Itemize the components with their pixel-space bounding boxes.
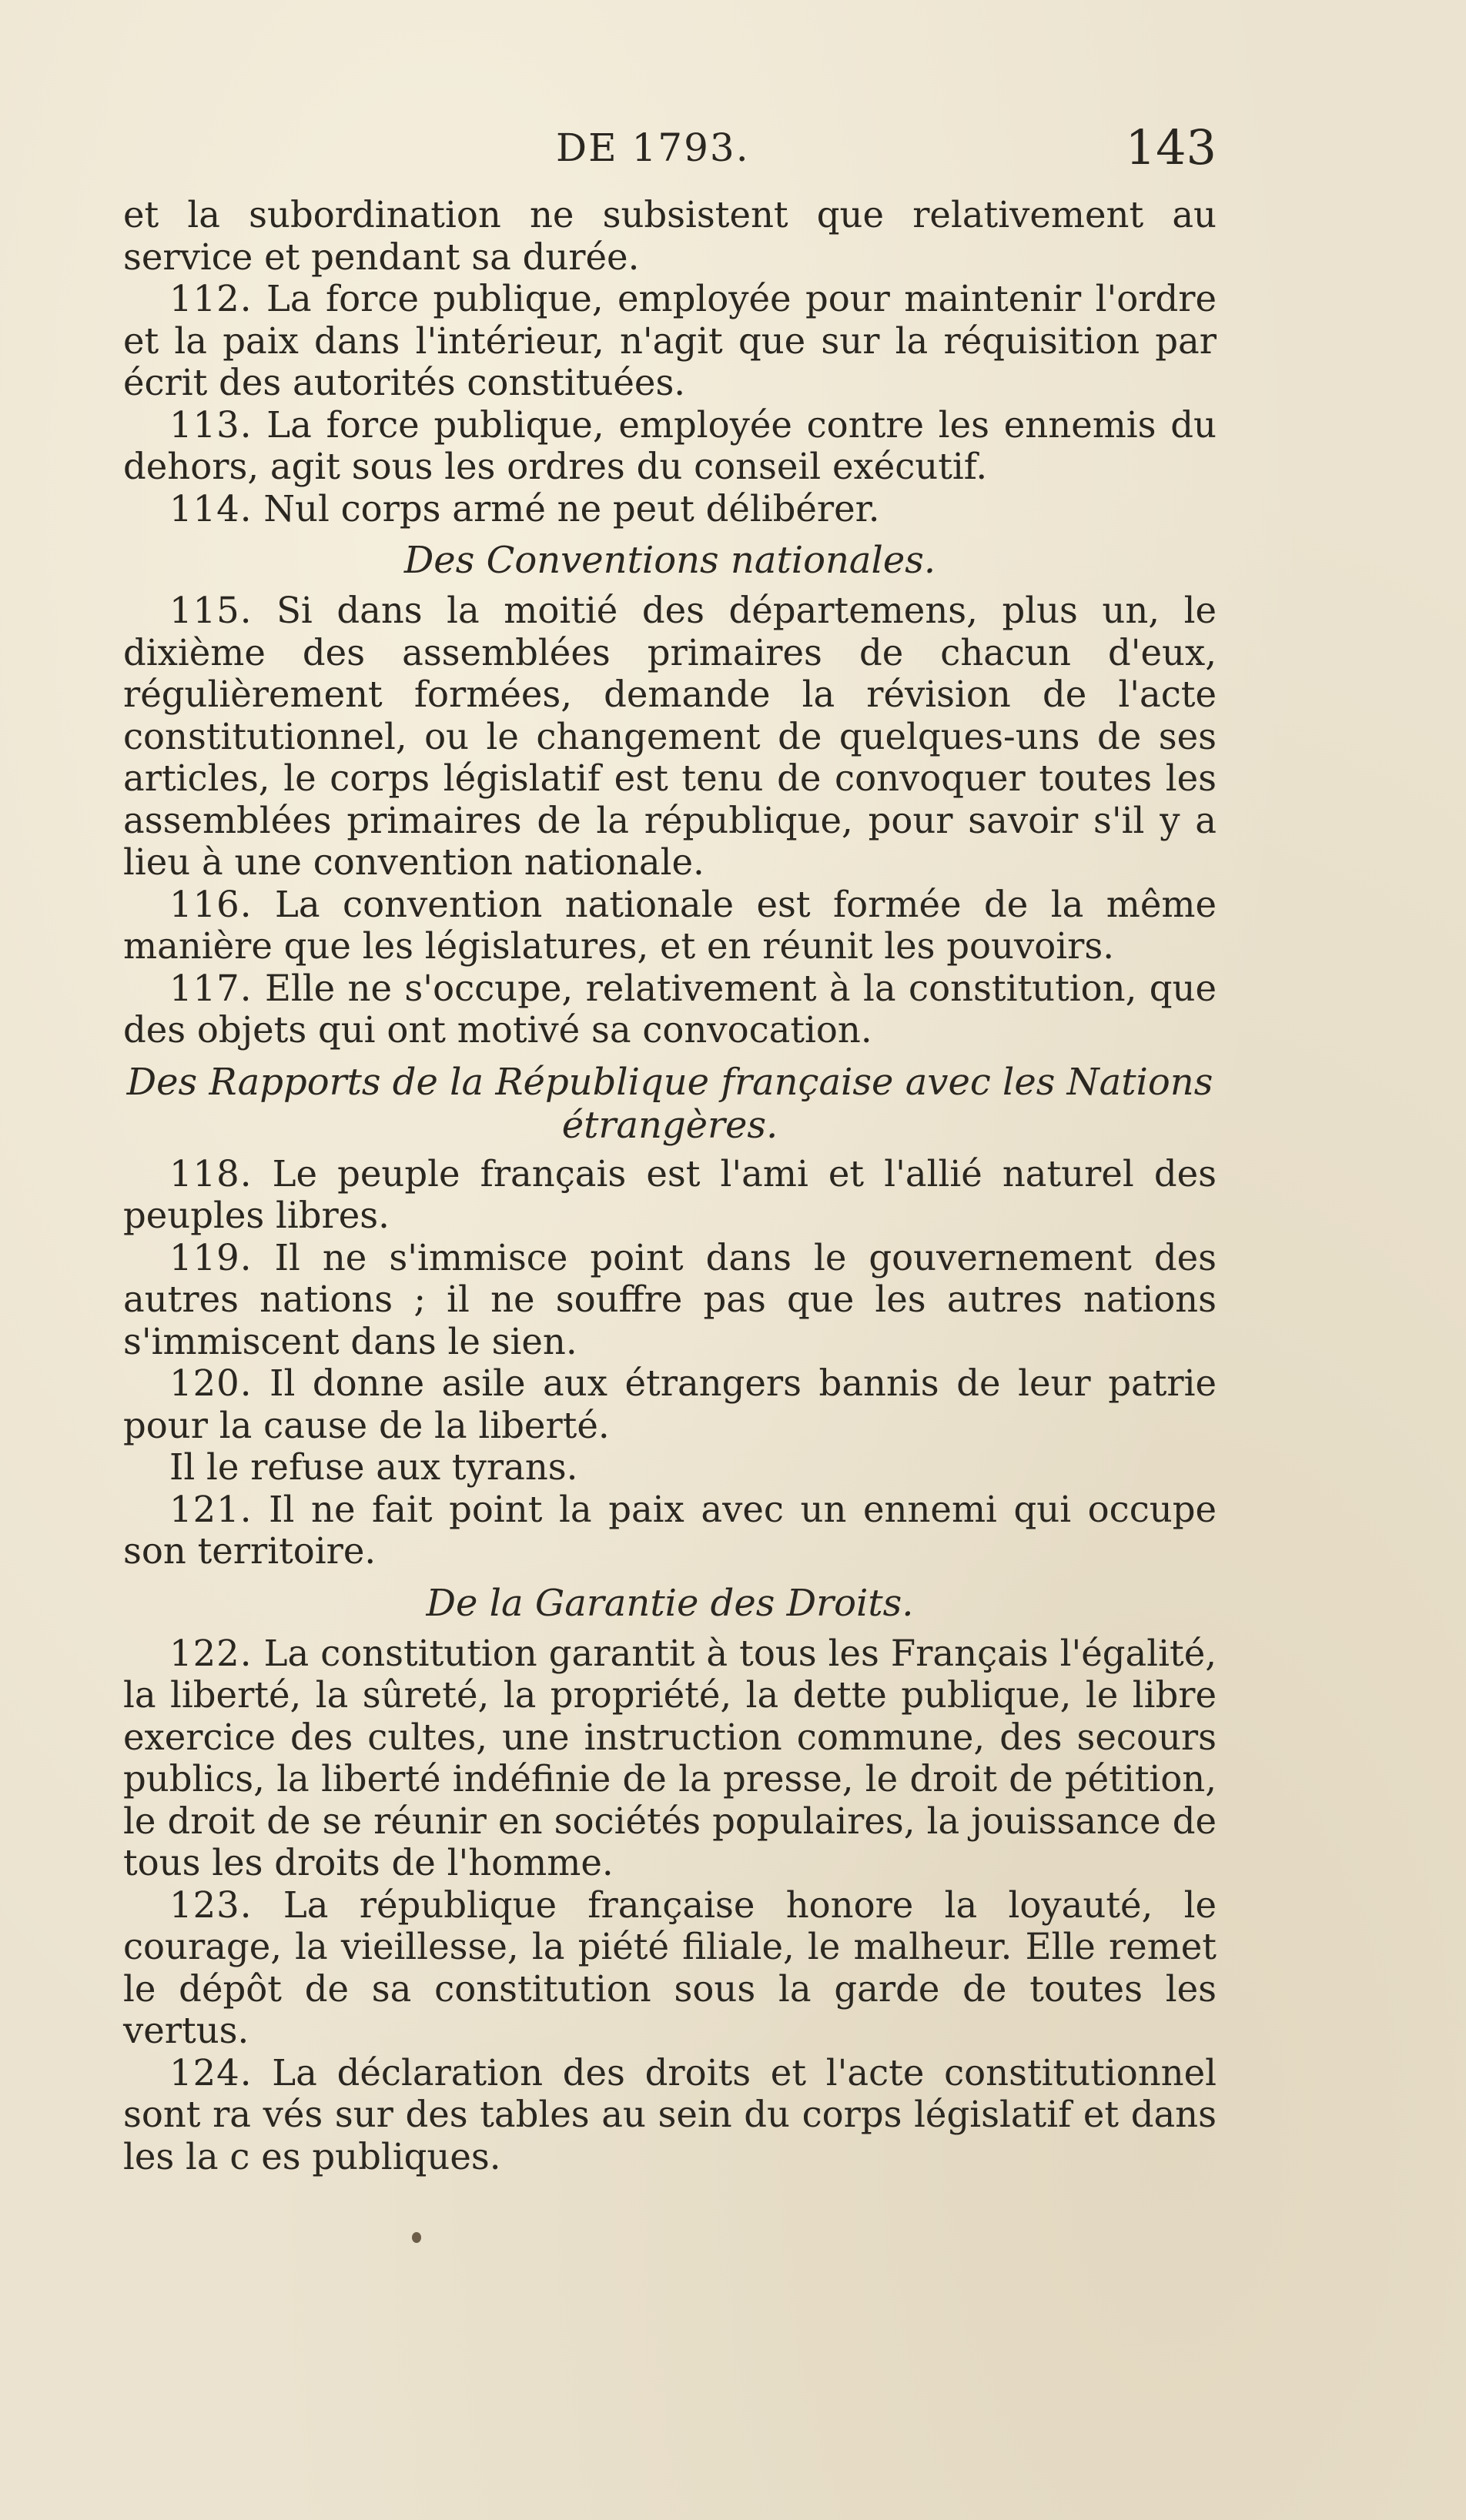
- continued-paragraph: et la subordination ne subsistent que relativement au service et pendant sa durée.: [123, 194, 1217, 278]
- article-118: 118. Le peuple français est l'ami et l'allié naturel des peuples libres.: [123, 1152, 1217, 1236]
- article-115: 115. Si dans la moitié des départemens, plus un, le dixième des assemblées primaires de chacun d'eux, régulièrement formées, demande la révision de l'acte constitutionnel, ou le changement de quelques-uns de ses articles, le corps législatif est tenu de convoquer toutes les assemblées primaires de la république, pour savoir s'il y a lieu à une convention nationale.: [123, 590, 1217, 883]
- ink-speck: [412, 2232, 421, 2243]
- page-header: [123, 119, 1217, 181]
- section-heading-rights-guarantee: De la Garantie des Droits.: [426, 1581, 914, 1625]
- article-116: 116. La convention nationale est formée de la même manière que les législatures, et en réunit les pouvoirs.: [123, 883, 1217, 967]
- section-heading-conventions: Des Conventions nationales.: [403, 539, 936, 582]
- article-114: 114. Nul corps armé ne peut délibérer.: [169, 487, 880, 530]
- article-113: 113. La force publique, employée contre les ennemis du dehors, agit sous les ordres du conseil exécutif.: [123, 403, 1217, 487]
- article-124: 124. La déclaration des droits et l'acte constitutionnel sont ra vés sur des tables au sein du corps législatif et dans les la c es publiques.: [123, 2051, 1217, 2177]
- article-123: 123. La république française honore la loyauté, le courage, la vieillesse, la piété filiale, le malheur. Elle remet le dépôt de sa constitution sous la garde de toutes les vertus.: [123, 1883, 1217, 2051]
- article-120-continued: Il le refuse aux tyrans.: [169, 1446, 578, 1488]
- article-117: 117. Elle ne s'occupe, relativement à la constitution, que des objets qui ont motivé sa convocation.: [123, 967, 1217, 1051]
- article-121: 121. Il ne fait point la paix avec un ennemi qui occupe son territoire.: [123, 1488, 1217, 1572]
- page-number: 143: [1125, 119, 1217, 175]
- article-122: 122. La constitution garantit à tous les Français l'égalité, la liberté, la sûreté, la propriété, la dette publique, le libre exercice des cultes, une instruction commune, des secours publics, la liberté indéfinie de la presse, le droit de pétition, le droit de se réunir en sociétés populaires, la jouissance de tous les droits de l'homme.: [123, 1632, 1217, 1883]
- article-119: 119. Il ne s'immisce point dans le gouvernement des autres nations ; il ne souffre pas que les autres nations s'immiscent dans le sien.: [123, 1236, 1217, 1362]
- article-120: 120. Il donne asile aux étrangers bannis de leur patrie pour la cause de la liberté.: [123, 1362, 1217, 1446]
- section-heading-foreign-relations: Des Rapports de la République française avec les Nations étrangères.: [126, 1060, 1213, 1147]
- article-112: 112. La force publique, employée pour maintenir l'ordre et la paix dans l'intérieur, n'agit que sur la réquisition par écrit des autorités constituées.: [123, 278, 1217, 403]
- page-text: [123, 194, 1217, 2177]
- running-head: DE 1793.: [556, 125, 750, 170]
